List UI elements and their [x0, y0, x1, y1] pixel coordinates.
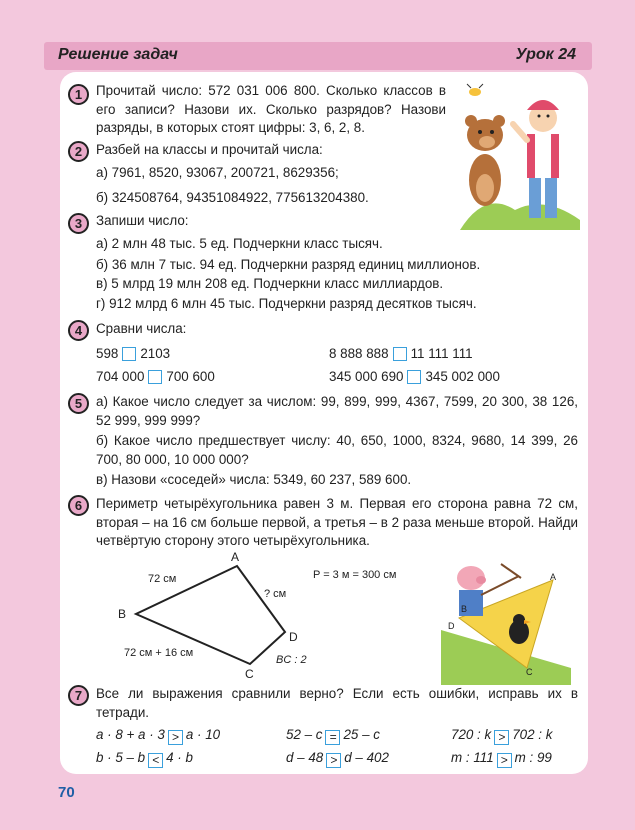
task-3c: в) 5 млрд 19 млн 208 ед. Подчеркни класс миллиардов.	[96, 276, 444, 291]
sign-box[interactable]: =	[325, 730, 340, 745]
pic-label-d: D	[448, 621, 455, 631]
task-3-text: Запиши число:	[96, 213, 189, 228]
compare-right: 11 111 111	[410, 346, 473, 361]
compare-left: 345 000 690	[329, 369, 404, 384]
section-title: Решение задач	[58, 46, 178, 63]
sign-box[interactable]: >	[494, 730, 509, 745]
expr-right: a · 10	[185, 727, 221, 742]
task-2a: а) 7961, 8520, 93067, 200721, 8629356;	[96, 165, 339, 180]
sign-box[interactable]: <	[148, 753, 163, 768]
task-7-number: 7	[68, 685, 89, 706]
compare-left: 8 888 888	[329, 346, 389, 361]
sign-box[interactable]: >	[326, 753, 341, 768]
vertex-d: D	[289, 630, 298, 644]
task-3-number: 3	[68, 213, 89, 234]
expr-left: d – 48	[286, 750, 324, 765]
task-6-number: 6	[68, 495, 89, 516]
side-ad-label: ? см	[264, 588, 287, 600]
vertex-c: C	[245, 667, 254, 681]
pic-label-a: A	[550, 572, 557, 582]
expr-right: m : 99	[514, 750, 552, 765]
expression	[286, 749, 389, 768]
side-bc-label: 72 см + 16 см	[124, 647, 194, 659]
expr-left: a · 8 + a · 3	[96, 727, 165, 742]
compare-left: 598	[96, 346, 119, 361]
task-2b: б) 324508764, 94351084922, 775613204380.	[96, 190, 369, 205]
expr-right: 25 – c	[343, 727, 380, 742]
task-2-number: 2	[68, 141, 89, 162]
expr-left: b · 5 – b	[96, 750, 146, 765]
side-ab-label: 72 см	[148, 573, 177, 585]
vertex-b: B	[118, 607, 127, 621]
expr-right: 702 : k	[512, 727, 553, 742]
expr-right: 4 · b	[166, 750, 193, 765]
task-5b: б) Какое число предшествует числу: 40, 650, 1000, 8324, 9680, 14 399, 26 700, 80 000, 10 000 000?	[96, 433, 578, 467]
task-6-text: Периметр четырёхугольника равен 3 м. Первая его сторона равна 72 см, вторая – на 16 см больше первой, а третья – в 2 раза меньше второй. Найди четвёртую сторону этого четырёхугольника.	[96, 496, 578, 549]
perimeter-note: P = 3 м = 300 см	[313, 569, 397, 581]
expression	[96, 726, 220, 745]
task-5a: а) Какое число следует за числом: 99, 899, 999, 4367, 7599, 20 300, 38 126, 52 999, 999 999?	[96, 394, 578, 428]
sign-box[interactable]: >	[497, 753, 512, 768]
expression	[451, 749, 552, 768]
task-5-number: 5	[68, 393, 89, 414]
pic-label-c: C	[526, 667, 533, 677]
pig-and-crow-illustration	[441, 550, 571, 685]
compare-right: 700 600	[166, 369, 215, 384]
task-1-number: 1	[68, 84, 89, 105]
task-5c: в) Назови «соседей» числа: 5349, 60 237, 589 600.	[96, 472, 412, 487]
compare-right: 345 002 000	[425, 369, 500, 384]
expression	[451, 726, 552, 745]
expr-right: d – 402	[344, 750, 389, 765]
task-3a: а) 2 млн 48 тыс. 5 ед. Подчеркни класс тысяч.	[96, 236, 383, 251]
task-7-text: Все ли выражения сравнили верно? Если есть ошибки, исправь их в тетради.	[96, 686, 578, 720]
expr-left: 720 : k	[451, 727, 492, 742]
task-3d: г) 912 млрд 6 млн 45 тыс. Подчеркни разряд десятков тысяч.	[96, 296, 477, 311]
compare-right: 2103	[140, 346, 171, 361]
lesson-number: Урок 24	[515, 46, 576, 63]
task-3b: б) 36 млн 7 тыс. 94 ед. Подчеркни разряд единиц миллионов.	[96, 257, 481, 272]
expression	[286, 726, 380, 745]
page-number: 70	[58, 784, 75, 801]
task-4-number: 4	[68, 320, 89, 341]
task-2-text: Разбей на классы и прочитай числа:	[96, 142, 323, 157]
expression	[96, 749, 193, 768]
vertex-a: A	[231, 550, 240, 564]
pic-label-b: B	[461, 604, 468, 614]
task-1-text: Прочитай число: 572 031 006 800. Сколько классов в его записи? Назови их. Сколько разрядов? Назови разряды, в которых стоят цифры: 3, 6, 2, 8.	[96, 83, 446, 136]
expr-left: 52 – c	[286, 727, 323, 742]
sign-box[interactable]: >	[168, 730, 183, 745]
compare-left: 704 000	[96, 369, 145, 384]
expr-left: m : 111	[451, 750, 494, 765]
side-cd-label: BC : 2	[276, 654, 307, 666]
task-4-text: Сравни числа:	[96, 321, 187, 336]
